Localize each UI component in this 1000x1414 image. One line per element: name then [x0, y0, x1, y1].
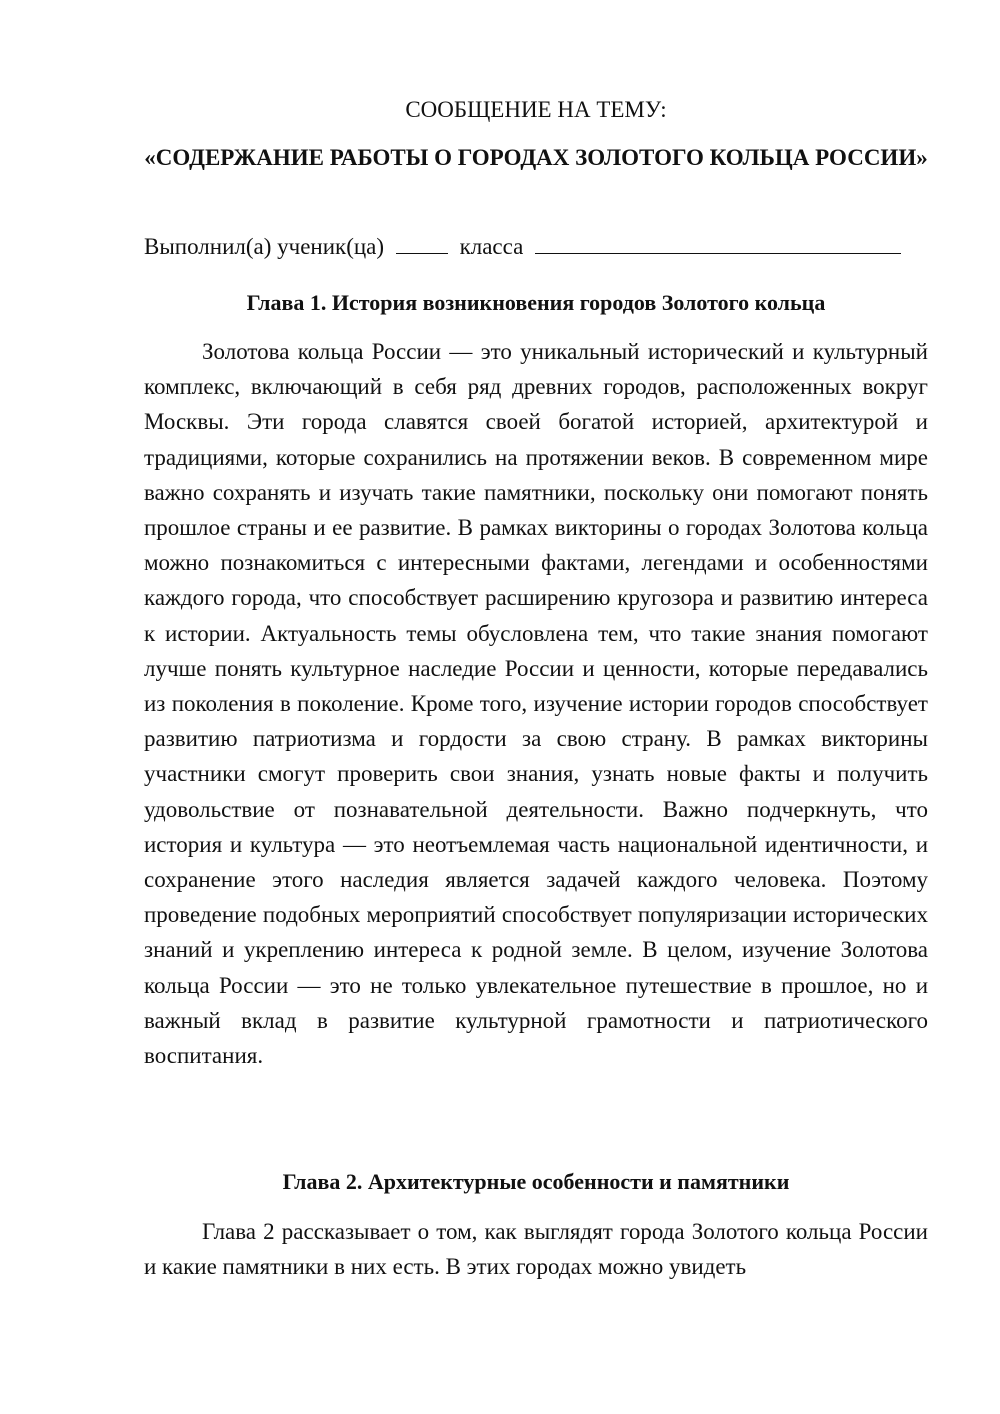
- document-title: «СОДЕРЖАНИЕ РАБОТЫ О ГОРОДАХ ЗОЛОТОГО КОЛЬЦА РОССИИ»: [144, 145, 928, 170]
- author-line: [144, 229, 928, 264]
- author-prefix: Выполнил(а) ученик(ца): [144, 234, 385, 259]
- class-blank: [535, 229, 901, 254]
- chapter-2-paragraph: Глава 2 рассказывает о том, как выглядят города Золотого кольца России и какие памятники в них есть. В этих городах можно увидеть: [144, 1219, 928, 1280]
- chapter-1-heading: Глава 1. История возникновения городов Золотого кольца: [246, 290, 826, 315]
- chapter-2-heading: Глава 2. Архитектурные особенности и памятники: [282, 1169, 790, 1194]
- topic-label: СООБЩЕНИЕ НА ТЕМУ:: [405, 97, 667, 122]
- chapter-1-paragraph: Золотова кольца России — это уникальный исторический и культурный комплекс, включающий в себя ряд древних городов, расположенных вокруг Москвы. Эти города славятся своей богатой историей, архитектурой и традициями, которые сохранились на протяжении веков. В современном мире важно сохранять и изучать такие памятники, поскольку они помогают понять прошлое страны и ее развитие. В рамках викторины о городах Золотова кольца можно познакомиться с интересными фактами, легендами и особенностями каждого города, что способствует расширению кругозора и развитию интереса к истории. Актуальность темы обусловлена тем, что такие знания помогают лучше понять культурное наследие России и ценности, которые передавались из поколения в поколение. Кроме того, изучение истории городов способствует развитию патриотизма и гордости за свою страну. В рамках викторины участники смогут проверить свои знания, узнать новые факты и получить удовольствие от познавательной деятельности. Важно подчеркнуть, что история и культура — это неотъемлемая часть национальной идентичности, и сохранение этого наследия является задачей каждого человека. Поэтому проведение подобных мероприятий способствует популяризации исторических знаний и укреплению интереса к родной земле. В целом, изучение Золотова кольца России — это не только увлекательное путешествие в прошлое, но и важный вклад в развитие культурной грамотности и патриотического воспитания.: [144, 339, 928, 1069]
- class-label: класса: [459, 234, 524, 259]
- grade-blank: [396, 229, 448, 254]
